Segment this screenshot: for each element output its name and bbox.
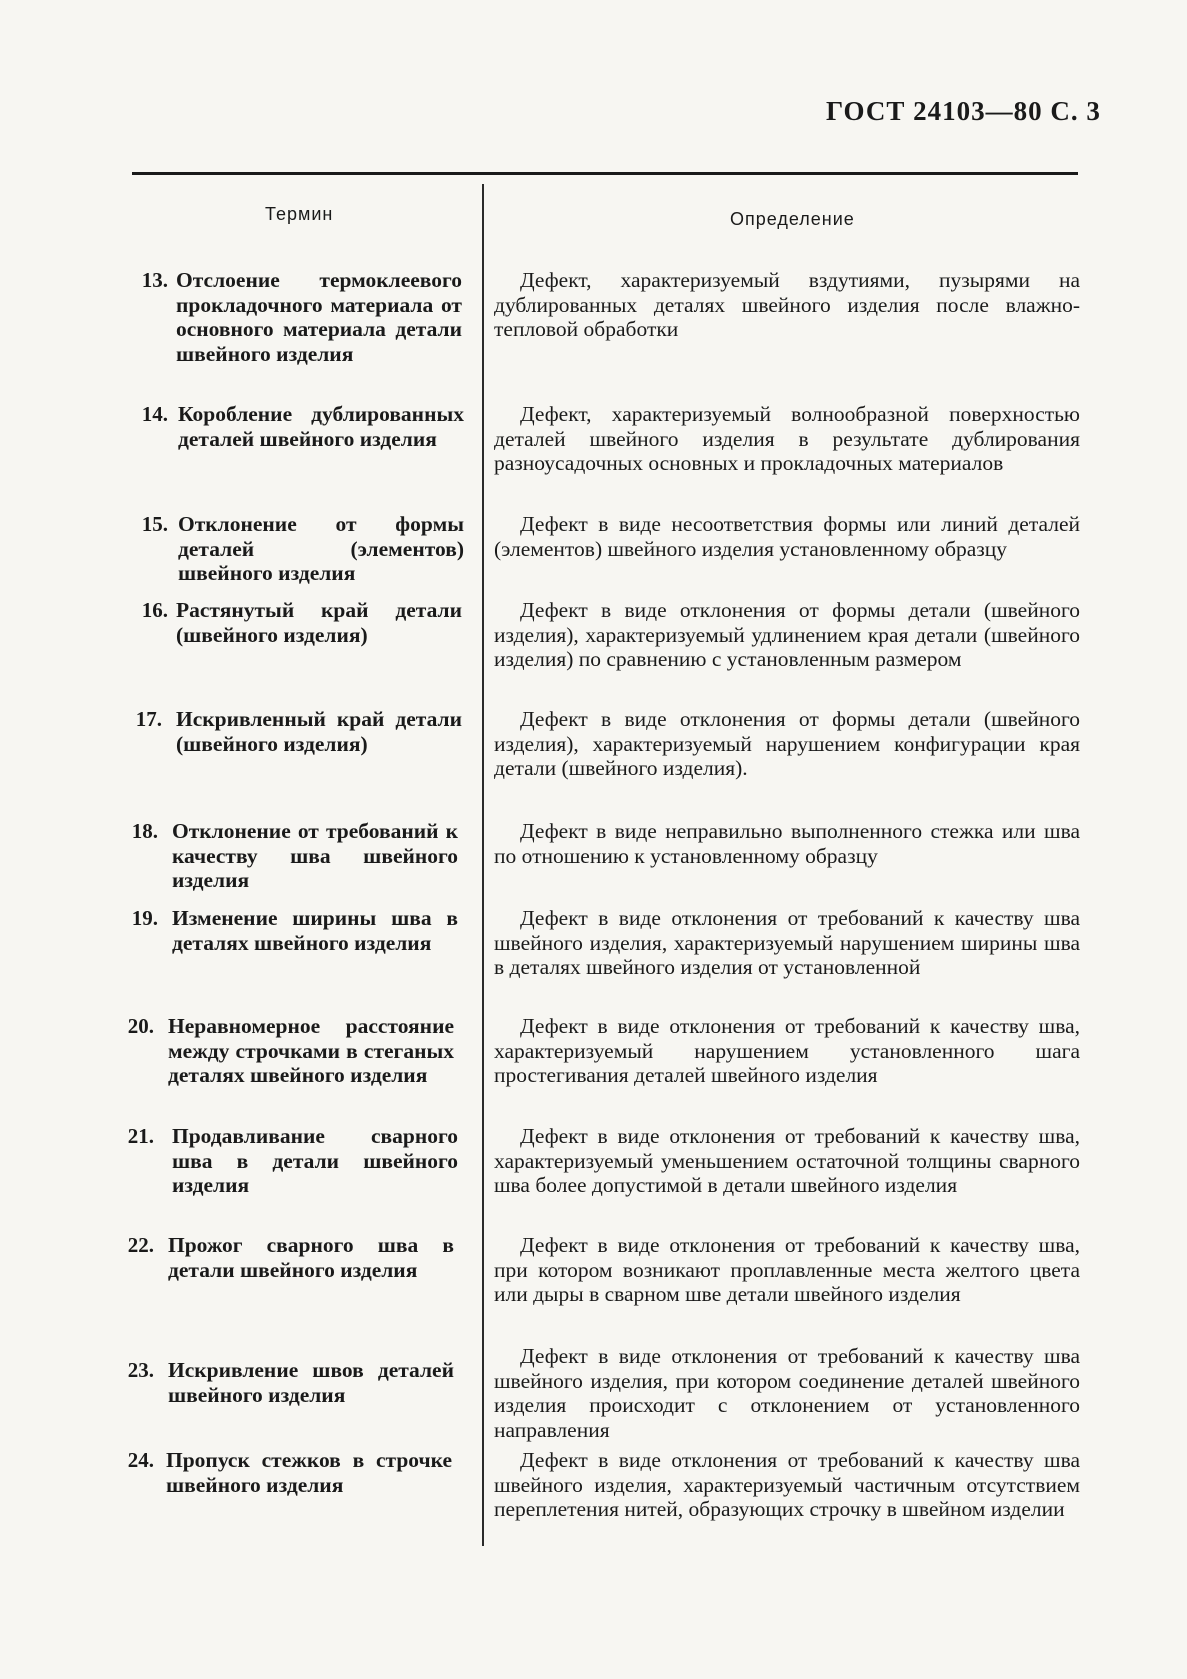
definition-text: Дефект в виде отклонения от формы детали (швейного изделия), характеризуемый удлинением края детали (швейного изделия) по сравнению с установленным размером	[494, 598, 1080, 671]
term-text: Отслоение термоклеевого прокладочного материала от основного материала детали швейного изделия	[176, 268, 462, 366]
term-text: Отклонение от формы деталей (элементов) швейного изделия	[178, 512, 464, 585]
column-header-definition: Определение	[730, 209, 855, 229]
term-number: 19.	[131, 906, 158, 930]
term-text: Искривленный край детали (швейного изделия)	[176, 707, 462, 756]
definition-text: Дефект в виде отклонения от требований к качеству шва швейного изделия, характеризуемый частичным отсутствием переплетения нитей, образующих строчку в швейном изделии	[494, 1448, 1080, 1521]
column-header-term: Термин	[265, 204, 334, 224]
term-number: 13.	[141, 268, 168, 292]
definition-text: Дефект, характеризуемый вздутиями, пузырями на дублированных деталях швейного изделия после влажно-тепловой обработки	[494, 268, 1080, 341]
term-text: Отклонение от требований к качеству шва швейного изделия	[172, 819, 458, 892]
definition-text: Дефект в виде отклонения от требований к качеству шва швейного изделия, при котором соединение деталей швейного изделия происходит с отклонением от установленного направления	[494, 1344, 1080, 1442]
term-text: Неравномерное расстояние между строчками в стеганых деталях швейного изделия	[168, 1014, 454, 1087]
term-text: Растянутый край детали (швейного изделия)	[176, 598, 462, 647]
term-number: 18.	[131, 819, 158, 843]
definition-text: Дефект в виде отклонения от требований к качеству шва швейного изделия, характеризуемый нарушением ширины шва в деталях швейного изделия от установленной	[494, 906, 1080, 979]
definition-text: Дефект в виде несоответствия формы или линий деталей (элементов) швейного изделия установленному образцу	[494, 512, 1080, 561]
term-text: Пропуск стежков в строчке швейного изделия	[166, 1448, 452, 1497]
definition-text: Дефект в виде неправильно выполненного стежка или шва по отношению к установленному образцу	[494, 819, 1080, 868]
term-number: 24.	[127, 1448, 154, 1472]
term-text: Изменение ширины шва в деталях швейного изделия	[172, 906, 458, 955]
definition-text: Дефект, характеризуемый волнообразной поверхностью деталей швейного изделия в результате дублирования разноусадочных основных и прокладочных материалов	[494, 402, 1080, 475]
term-number: 17.	[135, 707, 162, 731]
term-text: Продавливание сварного шва в детали швейного изделия	[172, 1124, 458, 1197]
term-text: Прожог сварного шва в детали швейного изделия	[168, 1233, 454, 1282]
table-top-rule	[132, 172, 1078, 175]
definition-text: Дефект в виде отклонения от требований к качеству шва, характеризуемый нарушением установленного шага простегивания деталей швейного изделия	[494, 1014, 1080, 1087]
column-divider	[482, 184, 484, 1546]
definition-text: Дефект в виде отклонения от формы детали (швейного изделия), характеризуемый нарушением конфигурации края детали (швейного изделия).	[494, 707, 1080, 780]
term-text: Коробление дублированных деталей швейного изделия	[178, 402, 464, 451]
term-number: 15.	[141, 512, 168, 536]
term-number: 21.	[127, 1124, 154, 1148]
definition-text: Дефект в виде отклонения от требований к качеству шва, при котором возникают проплавленные места желтого цвета или дыры в сварном шве детали швейного изделия	[494, 1233, 1080, 1306]
term-number: 20.	[127, 1014, 154, 1038]
term-number: 22.	[127, 1233, 154, 1257]
term-number: 16.	[141, 598, 168, 622]
definition-text: Дефект в виде отклонения от требований к качеству шва, характеризуемый уменьшением остаточной толщины сварного шва более допустимой в детали швейного изделия	[494, 1124, 1080, 1197]
term-number: 23.	[127, 1358, 154, 1382]
term-text: Искривление швов деталей швейного изделия	[168, 1358, 454, 1407]
page-header: ГОСТ 24103—80 С. 3	[826, 96, 1101, 126]
term-number: 14.	[141, 402, 168, 426]
